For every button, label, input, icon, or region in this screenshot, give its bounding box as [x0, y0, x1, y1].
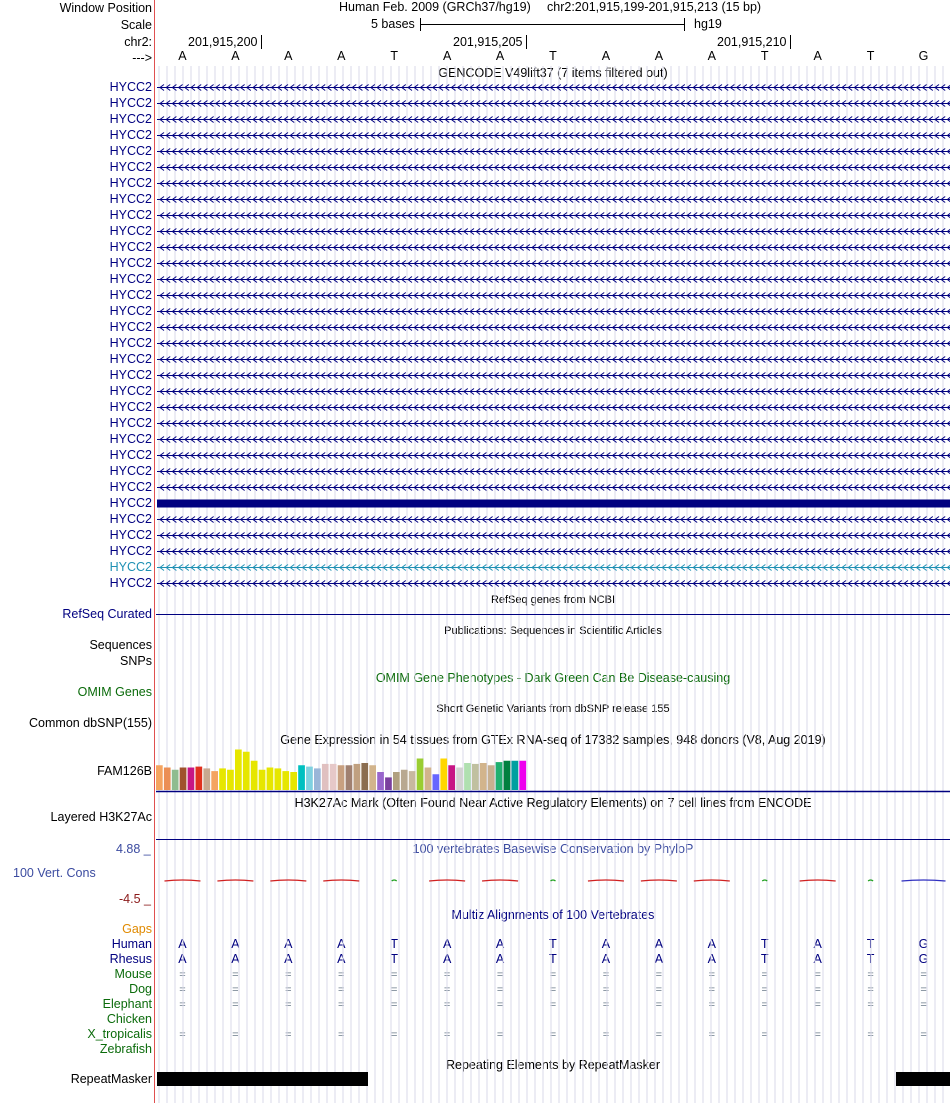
- multiz-base: =: [443, 999, 451, 1011]
- base-letter: A: [337, 49, 346, 63]
- gencode-strand-arrows: [160, 517, 950, 523]
- gencode-strand-arrows: [160, 405, 950, 411]
- phylop-label[interactable]: 100 Vert. Cons: [13, 866, 96, 880]
- multiz-species-label[interactable]: X_tropicalis: [87, 1027, 152, 1041]
- multiz-base: A: [231, 937, 240, 951]
- gencode-strand-arrows: [160, 389, 950, 395]
- base-letter: A: [813, 49, 822, 63]
- gtex-bar: [346, 765, 353, 790]
- multiz-base: A: [495, 937, 505, 951]
- gtex-bar: [322, 764, 329, 790]
- gencode-gene-label[interactable]: HYCC2: [109, 368, 152, 382]
- multiz-base: =: [549, 1029, 557, 1041]
- multiz-base: A: [284, 952, 293, 966]
- multiz-base: =: [549, 969, 557, 981]
- multiz-base: =: [655, 999, 663, 1011]
- multiz-base: T: [866, 952, 875, 966]
- phylop-score-mark: [164, 880, 200, 881]
- multiz-base: =: [232, 1029, 239, 1041]
- gtex-title[interactable]: Gene Expression in 54 tissues from GTEx RNA-seq of 17382 samples, 948 donors (V8, Aug 2019): [280, 733, 826, 747]
- multiz-base: =: [708, 999, 716, 1011]
- phylop-score-mark: [694, 880, 730, 881]
- gtex-bar: [417, 759, 424, 791]
- gtex-bar: [496, 762, 503, 790]
- multiz-base: =: [814, 969, 821, 981]
- phylop-score-mark: [482, 880, 518, 881]
- multiz-base: A: [231, 952, 240, 966]
- multiz-base: =: [285, 1029, 292, 1041]
- multiz-base: =: [443, 984, 451, 996]
- phylop-title[interactable]: 100 vertebrates Basewise Conservation by PhyloP: [412, 842, 694, 856]
- multiz-base: =: [232, 969, 239, 981]
- gtex-bar: [480, 763, 487, 790]
- gtex-bar: [512, 761, 519, 790]
- multiz-base: =: [867, 999, 874, 1011]
- gencode-gene-label[interactable]: HYCC2: [109, 144, 152, 158]
- multiz-base: =: [285, 999, 292, 1011]
- gencode-strand-arrows: [160, 213, 950, 219]
- base-letter: A: [284, 49, 293, 63]
- multiz-base: A: [495, 952, 505, 966]
- multiz-base: =: [602, 999, 610, 1011]
- phylop-score-mark: [429, 880, 465, 881]
- multiz-base: =: [179, 969, 186, 981]
- gtex-bar: [456, 768, 463, 791]
- ruler-tick-label: 201,915,205: [453, 35, 523, 49]
- gtex-bar: [504, 761, 511, 790]
- gtex-bar: [440, 759, 447, 791]
- gtex-bar: [488, 765, 495, 790]
- phylop-score-mark: [762, 880, 767, 881]
- gtex-bar: [227, 770, 234, 790]
- multiz-base: =: [814, 984, 821, 996]
- gencode-strand-arrows: [160, 565, 950, 571]
- multiz-base: A: [442, 937, 452, 951]
- gencode-strand-arrows: [160, 453, 950, 459]
- omim-title[interactable]: OMIM Gene Phenotypes - Dark Green Can Be Disease-causing: [375, 671, 731, 685]
- multiz-base: A: [442, 952, 452, 966]
- multiz-base: =: [338, 984, 345, 996]
- multiz-base: G: [918, 937, 929, 951]
- phylop-score-mark: [902, 880, 946, 881]
- multiz-base: =: [549, 999, 557, 1011]
- base-letter: T: [390, 49, 398, 63]
- gencode-strand-arrows: [160, 309, 950, 315]
- multiz-base: A: [337, 937, 346, 951]
- gtex-bar: [180, 768, 187, 791]
- gencode-gene-label[interactable]: HYCC2: [109, 176, 152, 190]
- gtex-bar: [164, 768, 171, 791]
- multiz-base: T: [549, 937, 557, 951]
- multiz-base: A: [601, 937, 611, 951]
- multiz-base: =: [338, 1029, 345, 1041]
- multiz-species-label[interactable]: Dog: [129, 982, 152, 996]
- gencode-gene-label[interactable]: HYCC2: [109, 320, 152, 334]
- multiz-base: =: [390, 999, 398, 1011]
- multiz-species-label[interactable]: Rhesus: [109, 952, 152, 966]
- multiz-base: A: [601, 952, 611, 966]
- base-letter: A: [442, 49, 452, 63]
- gtex-bar: [433, 774, 440, 790]
- phylop-min-label: -4.5 _: [119, 892, 151, 906]
- gencode-gene-label[interactable]: HYCC2: [109, 432, 152, 446]
- multiz-base: =: [920, 1029, 927, 1041]
- multiz-base: T: [549, 952, 557, 966]
- gencode-gene-label[interactable]: HYCC2: [109, 128, 152, 142]
- omim-label[interactable]: OMIM Genes: [77, 685, 152, 699]
- gencode-strand-arrows: [160, 133, 950, 139]
- multiz-species-label[interactable]: Mouse: [114, 967, 152, 981]
- gtex-bar: [188, 768, 195, 791]
- multiz-base: =: [814, 999, 821, 1011]
- multiz-base: =: [496, 999, 504, 1011]
- multiz-base: A: [654, 952, 664, 966]
- ruler-tick-label: 201,915,210: [717, 35, 787, 49]
- multiz-base: =: [867, 969, 874, 981]
- gtex-bar: [259, 770, 266, 790]
- gencode-strand-arrows: [160, 533, 950, 539]
- multiz-base: =: [338, 969, 345, 981]
- gtex-bar: [354, 764, 361, 790]
- repeatmasker-label[interactable]: RepeatMasker: [70, 1072, 152, 1086]
- multiz-base: =: [761, 1029, 768, 1041]
- gencode-gene-label[interactable]: HYCC2: [109, 288, 152, 302]
- multiz-base: =: [232, 999, 239, 1011]
- gtex-bar: [243, 752, 250, 790]
- multiz-base: A: [707, 952, 716, 966]
- scale-text: 5 bases: [371, 17, 415, 31]
- multiz-base: =: [232, 984, 239, 996]
- gtex-bar: [267, 768, 274, 791]
- multiz-base: =: [285, 969, 292, 981]
- gencode-gene-label[interactable]: HYCC2: [109, 240, 152, 254]
- gencode-gene-label[interactable]: HYCC2: [109, 416, 152, 430]
- phylop-max-label: 4.88 _: [116, 842, 151, 856]
- phylop-score-mark: [270, 880, 306, 881]
- multiz-base: =: [708, 969, 716, 981]
- gencode-strand-arrows: [160, 261, 950, 267]
- base-letter: A: [601, 49, 611, 63]
- multiz-base: =: [920, 969, 927, 981]
- gencode-gene-label[interactable]: HYCC2: [109, 448, 152, 462]
- gtex-bar: [282, 771, 289, 790]
- gencode-gene-label[interactable]: HYCC2: [109, 208, 152, 222]
- gtex-gene-label[interactable]: FAM126B: [97, 764, 152, 778]
- window-position-label: Window Position: [59, 1, 152, 15]
- refseq-title[interactable]: RefSeq genes from NCBI: [490, 594, 616, 606]
- gencode-strand-arrows: [160, 277, 950, 283]
- gtex-bar: [211, 771, 218, 790]
- gencode-exon-block: [157, 500, 950, 508]
- multiz-base: =: [920, 984, 927, 996]
- multiz-base: =: [708, 984, 716, 996]
- multiz-base: =: [179, 999, 186, 1011]
- repeatmasker-title[interactable]: Repeating Elements by RepeatMasker: [445, 1058, 660, 1072]
- gtex-bar: [196, 767, 203, 790]
- multiz-base: =: [496, 1029, 504, 1041]
- scale-db: hg19: [694, 17, 722, 31]
- gencode-gene-label[interactable]: HYCC2: [109, 544, 152, 558]
- phylop-score-mark: [868, 880, 873, 881]
- dbsnp-title[interactable]: Short Genetic Variants from dbSNP release 155: [436, 703, 670, 715]
- gencode-strand-arrows: [160, 437, 950, 443]
- multiz-base: =: [867, 1029, 874, 1041]
- phylop-score-mark: [551, 880, 556, 881]
- multiz-base: =: [496, 969, 504, 981]
- publications-label[interactable]: Sequences: [89, 638, 152, 652]
- multiz-base: =: [390, 969, 398, 981]
- multiz-base: =: [708, 1029, 716, 1041]
- gtex-bar: [298, 765, 305, 790]
- gencode-strand-arrows: [160, 101, 950, 107]
- multiz-base: =: [655, 1029, 663, 1041]
- multiz-base: T: [760, 952, 769, 966]
- multiz-species-label[interactable]: Chicken: [106, 1012, 152, 1026]
- h3k27ac-title[interactable]: H3K27Ac Mark (Often Found Near Active Regulatory Elements) on 7 cell lines from ENCODE: [294, 796, 812, 810]
- base-letter: T: [866, 49, 875, 63]
- gencode-strand-arrows: [160, 373, 950, 379]
- phylop-score-mark: [588, 880, 624, 881]
- gencode-gene-label[interactable]: HYCC2: [109, 528, 152, 542]
- gtex-bar: [172, 770, 179, 790]
- multiz-base: =: [920, 999, 927, 1011]
- base-letter: A: [707, 49, 716, 63]
- multiz-base: A: [654, 937, 664, 951]
- multiz-base: T: [390, 937, 398, 951]
- multiz-base: =: [549, 984, 557, 996]
- multiz-base: =: [602, 1029, 610, 1041]
- gtex-bar: [203, 768, 210, 790]
- gtex-bar: [385, 777, 392, 790]
- gtex-bar: [219, 768, 226, 790]
- multiz-base: =: [179, 984, 186, 996]
- base-letter: T: [549, 49, 557, 63]
- multiz-species-label[interactable]: Elephant: [102, 997, 152, 1011]
- gtex-bar: [314, 768, 321, 790]
- repeatmasker-block: [157, 1072, 368, 1086]
- multiz-base: =: [443, 1029, 451, 1041]
- base-letter: T: [760, 49, 769, 63]
- repeatmasker-block: [896, 1072, 950, 1086]
- multiz-base: =: [814, 1029, 821, 1041]
- multiz-base: =: [443, 969, 451, 981]
- gencode-strand-arrows: [160, 181, 950, 187]
- gencode-strand-arrows: [160, 165, 950, 171]
- dbsnp-label[interactable]: Common dbSNP(155): [29, 716, 152, 730]
- multiz-base: =: [338, 999, 345, 1011]
- gencode-strand-arrows: [160, 245, 950, 251]
- multiz-base: A: [178, 937, 187, 951]
- gencode-strand-arrows: [160, 485, 950, 491]
- multiz-base: =: [761, 969, 768, 981]
- multiz-base: =: [179, 1029, 186, 1041]
- gencode-strand-arrows: [160, 341, 950, 347]
- refseq-label[interactable]: RefSeq Curated: [62, 607, 152, 621]
- multiz-base: T: [760, 937, 769, 951]
- gencode-strand-arrows: [160, 197, 950, 203]
- multiz-base: =: [655, 984, 663, 996]
- multiz-base: A: [813, 937, 822, 951]
- gencode-gene-label[interactable]: HYCC2: [109, 560, 152, 574]
- multiz-base: =: [761, 999, 768, 1011]
- multiz-base: =: [390, 984, 398, 996]
- multiz-base: =: [761, 984, 768, 996]
- gencode-strand-arrows: [160, 85, 950, 91]
- h3k27ac-label[interactable]: Layered H3K27Ac: [50, 810, 152, 824]
- multiz-species-label[interactable]: Human: [111, 937, 152, 951]
- base-letter: A: [495, 49, 505, 63]
- gencode-gene-label[interactable]: HYCC2: [109, 336, 152, 350]
- chrom-label: chr2:: [124, 35, 152, 49]
- gtex-bar: [361, 763, 368, 790]
- gencode-strand-arrows: [160, 325, 950, 331]
- gencode-gene-label[interactable]: HYCC2: [109, 304, 152, 318]
- gencode-gene-label[interactable]: HYCC2: [109, 496, 152, 510]
- multiz-base: A: [178, 952, 187, 966]
- multiz-base: =: [285, 984, 292, 996]
- multiz-base: A: [284, 937, 293, 951]
- gencode-gene-label[interactable]: HYCC2: [109, 224, 152, 238]
- gtex-bar: [393, 772, 400, 790]
- gtex-bar: [338, 765, 345, 790]
- gencode-strand-arrows: [160, 149, 950, 155]
- gencode-strand-arrows: [160, 357, 950, 363]
- gencode-gene-label[interactable]: HYCC2: [109, 512, 152, 526]
- gencode-strand-arrows: [160, 549, 950, 555]
- gtex-bar: [519, 761, 526, 790]
- gtex-bar: [464, 763, 471, 790]
- phylop-score-mark: [641, 880, 677, 881]
- gaps-label[interactable]: Gaps: [122, 922, 152, 936]
- base-letter: A: [654, 49, 664, 63]
- gencode-gene-label[interactable]: HYCC2: [109, 272, 152, 286]
- gencode-gene-label[interactable]: HYCC2: [109, 80, 152, 94]
- gtex-bar: [290, 772, 297, 790]
- gtex-bar: [369, 765, 376, 790]
- gtex-bar: [448, 765, 455, 790]
- gencode-gene-label[interactable]: HYCC2: [109, 480, 152, 494]
- multiz-base: =: [602, 969, 610, 981]
- assembly-text: Human Feb. 2009 (GRCh37/hg19): [339, 0, 531, 14]
- gencode-strand-arrows: [160, 581, 950, 587]
- gencode-gene-label[interactable]: HYCC2: [109, 400, 152, 414]
- multiz-base: T: [866, 937, 875, 951]
- gtex-bar: [235, 750, 242, 791]
- gencode-strand-arrows: [160, 117, 950, 123]
- gtex-bar: [330, 764, 337, 790]
- multiz-base: T: [390, 952, 398, 966]
- gtex-bar: [275, 768, 282, 790]
- multiz-base: =: [390, 1029, 398, 1041]
- gtex-bar: [409, 771, 416, 790]
- multiz-title[interactable]: Multiz Alignments of 100 Vertebrates: [451, 908, 655, 922]
- gencode-gene-label[interactable]: HYCC2: [109, 192, 152, 206]
- position-text: chr2:201,915,199-201,915,213 (15 bp): [547, 0, 762, 14]
- gencode-gene-label[interactable]: HYCC2: [109, 464, 152, 478]
- phylop-score-mark: [217, 880, 253, 881]
- gtex-bar: [401, 770, 408, 790]
- scale-label: Scale: [120, 18, 152, 32]
- phylop-score-mark: [392, 880, 397, 881]
- multiz-base: =: [655, 969, 663, 981]
- gencode-strand-arrows: [160, 229, 950, 235]
- gencode-gene-label[interactable]: HYCC2: [109, 352, 152, 366]
- multiz-base: =: [496, 984, 504, 996]
- gencode-title[interactable]: GENCODE V49lift37 (7 items filtered out): [438, 66, 668, 80]
- ruler-tick-label: 201,915,200: [188, 35, 258, 49]
- gtex-bar: [472, 764, 479, 790]
- gtex-bar: [306, 767, 313, 790]
- gencode-strand-arrows: [160, 469, 950, 475]
- multiz-base: A: [337, 952, 346, 966]
- snps-label[interactable]: SNPs: [120, 654, 152, 668]
- gencode-gene-label[interactable]: HYCC2: [109, 96, 152, 110]
- multiz-base: =: [867, 984, 874, 996]
- multiz-base: A: [813, 952, 822, 966]
- multiz-base: =: [602, 984, 610, 996]
- gtex-bar: [425, 768, 432, 791]
- gencode-gene-label[interactable]: HYCC2: [109, 160, 152, 174]
- multiz-species-label[interactable]: Zebrafish: [99, 1042, 152, 1056]
- multiz-base: G: [918, 952, 929, 966]
- gencode-gene-label[interactable]: HYCC2: [109, 384, 152, 398]
- base-letter: A: [231, 49, 240, 63]
- gtex-bar: [156, 765, 163, 790]
- gencode-gene-label[interactable]: HYCC2: [109, 112, 152, 126]
- gencode-gene-label[interactable]: HYCC2: [109, 576, 152, 590]
- base-letter: A: [178, 49, 187, 63]
- gtex-bar: [377, 772, 384, 790]
- phylop-score-mark: [800, 880, 836, 881]
- gencode-strand-arrows: [160, 293, 950, 299]
- gencode-strand-arrows: [160, 421, 950, 427]
- phylop-score-mark: [323, 880, 359, 881]
- base-letter: G: [918, 49, 929, 63]
- strand-label: --->: [132, 51, 152, 65]
- multiz-base: A: [707, 937, 716, 951]
- gtex-bar: [251, 761, 258, 790]
- gencode-gene-label[interactable]: HYCC2: [109, 256, 152, 270]
- publications-title[interactable]: Publications: Sequences in Scientific Articles: [444, 625, 662, 637]
